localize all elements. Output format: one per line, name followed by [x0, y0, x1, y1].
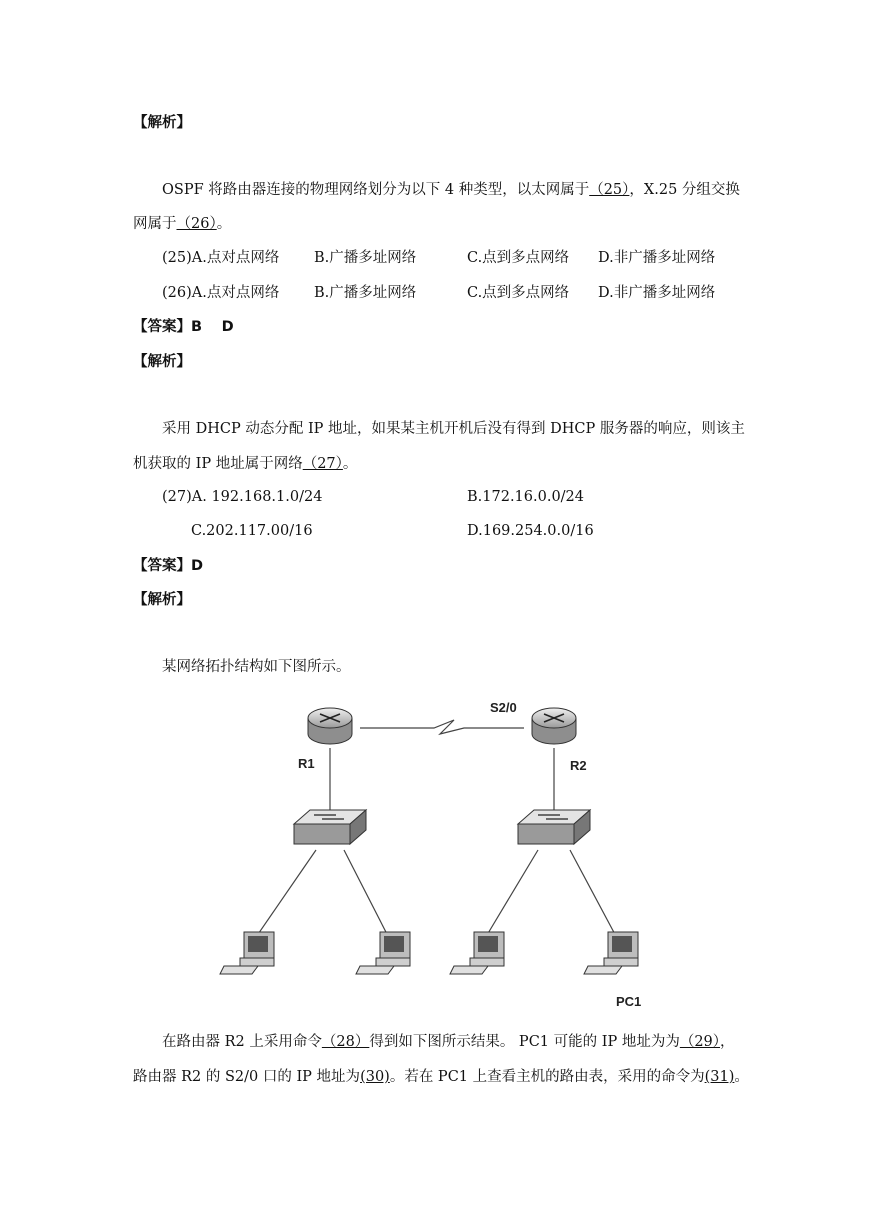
q28-text-post: ，: [720, 1034, 735, 1050]
q28-line-1: [162, 1032, 735, 1052]
q28-text-pre: 在路由器 R2 上采用命令: [162, 1034, 322, 1050]
switch-icon: [294, 810, 366, 844]
q26-line-2: [133, 214, 231, 234]
analysis-heading-1: 【解析】: [133, 115, 191, 131]
option-25-c: C.点到多点网络: [467, 250, 570, 266]
q25-line-1: [162, 180, 740, 200]
computer-icon: [356, 932, 410, 974]
q30-text-mid: 。若在 PC1 上查看主机的路由表，采用的命令为: [389, 1069, 705, 1085]
q27-line-1: 采用 DHCP 动态分配 IP 地址，如果某主机开机后没有得到 DHCP 服务器的响应，则该主: [162, 421, 745, 437]
link-switch1-pc-b: [344, 850, 390, 940]
blank-30: (30): [360, 1069, 390, 1085]
blank-27: （27）: [302, 456, 343, 472]
link-switch1-pc-a: [254, 850, 316, 940]
blank-25: （25）: [589, 182, 630, 198]
q26-text-post: 。: [216, 216, 232, 232]
q25-text-post: ，X.25 分组交换: [629, 182, 740, 198]
blank-31: (31): [704, 1069, 735, 1085]
option-27-b: B.172.16.0.0/24: [467, 489, 585, 505]
link-switch2-pc-c: [484, 850, 538, 940]
router-icon: [532, 708, 576, 744]
router-label-r2: R2: [570, 758, 587, 773]
q28-text-mid: 得到如下图所示结果。 PC1 可能的 IP 地址为为: [369, 1034, 680, 1050]
topology-intro: 某网络拓扑结构如下图所示。: [162, 659, 351, 675]
router-label-r1: R1: [298, 756, 315, 771]
answer-27: 【答案】D: [133, 558, 204, 574]
option-27-c: C.202.117.00/16: [191, 523, 313, 539]
analysis-heading-3: 【解析】: [133, 592, 191, 608]
option-26-c: C.点到多点网络: [467, 285, 570, 301]
option-26-a: (26)A.点对点网络: [162, 285, 280, 301]
option-25-d: D.非广播多址网络: [598, 250, 716, 266]
computer-icon: [450, 932, 504, 974]
analysis-heading-2: 【解析】: [133, 354, 191, 370]
router-icon: [308, 708, 352, 744]
link-switch2-pc1: [570, 850, 618, 940]
option-26-d: D.非广播多址网络: [598, 285, 716, 301]
q26-text-pre: 网属于: [133, 216, 177, 232]
switch-icon: [518, 810, 590, 844]
network-topology-diagram: [212, 690, 672, 1012]
blank-28: （28）: [321, 1034, 370, 1050]
blank-26: （26）: [176, 216, 217, 232]
option-26-b: B.广播多址网络: [314, 285, 417, 301]
q27-text-post: 。: [342, 456, 358, 472]
interface-label-s2-0: S2/0: [490, 700, 517, 715]
option-27-a: (27)A. 192.168.1.0/24: [162, 489, 323, 505]
q25-text-pre: OSPF 将路由器连接的物理网络划分为以下 4 种类型，以太网属于: [162, 182, 590, 198]
option-25-a: (25)A.点对点网络: [162, 250, 280, 266]
q30-text-post: 。: [734, 1069, 749, 1085]
pc-label-pc1: PC1: [616, 994, 642, 1009]
answer-25-26: 【答案】B D: [133, 319, 234, 335]
option-27-d: D.169.254.0.0/16: [467, 523, 594, 539]
q30-text-pre: 路由器 R2 的 S2/0 口的 IP 地址为: [133, 1069, 361, 1085]
q27-line-2: [133, 454, 357, 474]
q30-line-2: [133, 1067, 749, 1087]
option-25-b: B.广播多址网络: [314, 250, 417, 266]
computer-icon: [220, 932, 274, 974]
computer-icon: [584, 932, 638, 974]
blank-29: （29）: [679, 1034, 721, 1050]
serial-link: [360, 720, 524, 734]
q27-text-pre: 机获取的 IP 地址属于网络: [133, 456, 303, 472]
